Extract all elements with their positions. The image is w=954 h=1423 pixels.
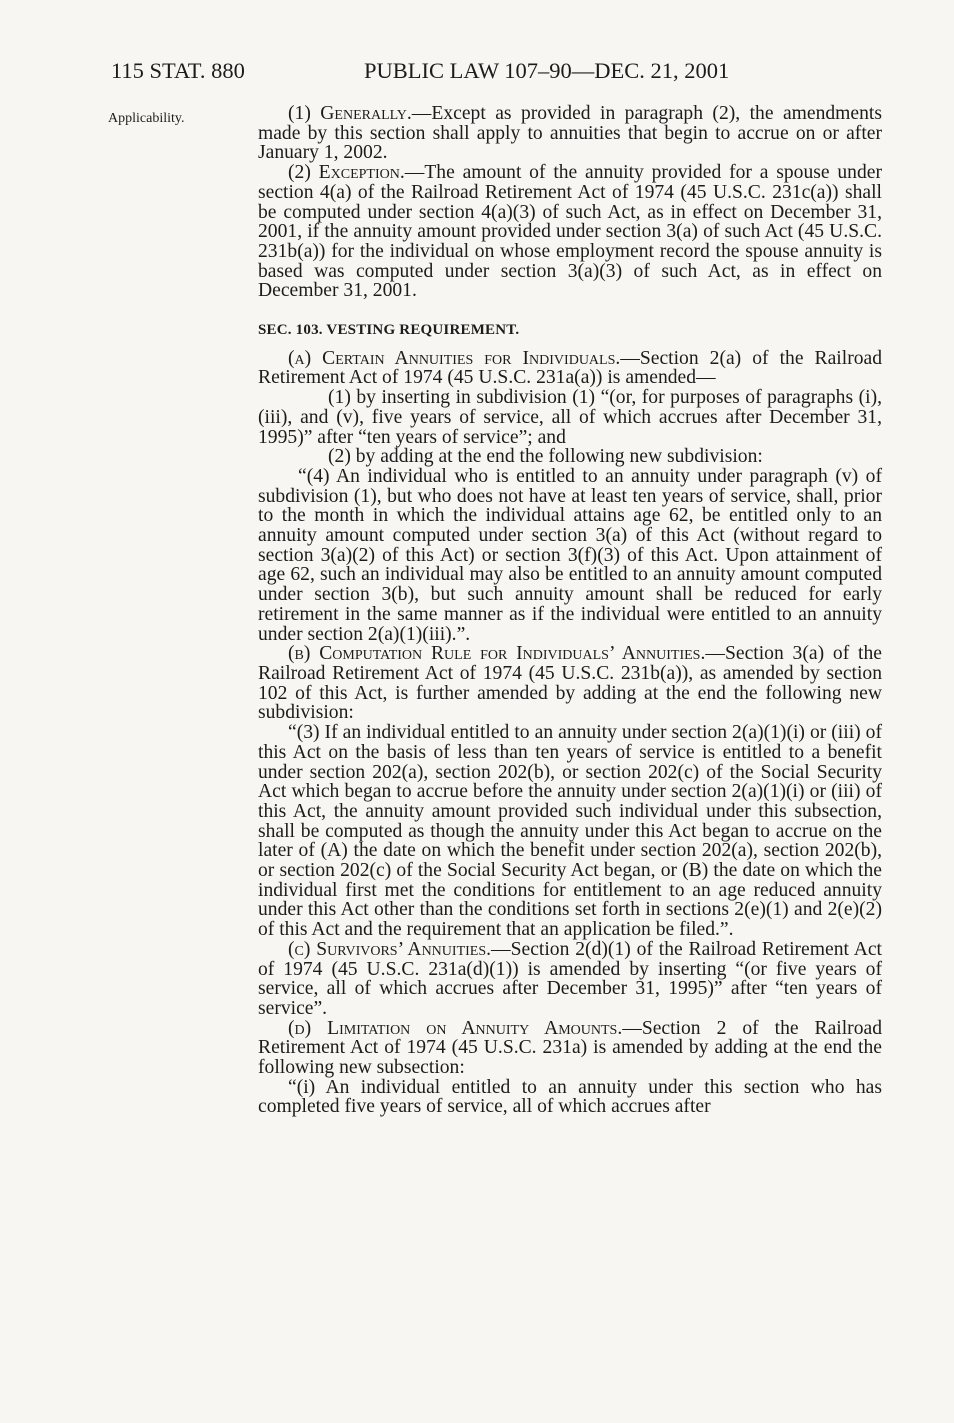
page-reference: 115 STAT. 880 xyxy=(111,58,245,83)
paragraph-heading: (c) Survivors’ Annuities. xyxy=(288,938,492,960)
law-reference: PUBLIC LAW 107–90—DEC. 21, 2001 xyxy=(364,58,730,83)
paragraph-heading: (2) Exception. xyxy=(288,162,405,184)
paragraph-text: —Section 2(a) of the Railroad Retirement Act of 1974 (45 U.S.C. 231a(a)) is amended— xyxy=(258,347,883,389)
paragraph-heading: (b) Computation Rule for Individuals’ Annuities. xyxy=(288,643,706,665)
subsection-c xyxy=(258,940,882,1019)
subsection-d xyxy=(258,1019,882,1078)
paragraph-heading: (1) Generally. xyxy=(288,103,412,124)
paragraph-text: —Section 2 of the Railroad Retirement Act of 1974 (45 U.S.C. 231a) is amended by adding at the end the following new subsection: xyxy=(258,1017,882,1079)
paragraph-text: —Section 2(d)(1) of the Railroad Retirement Act of 1974 (45 U.S.C. 231a(d)(1)) is amended by inserting “(or five years of service, all of which accrues after December 31, 1995)” after “ten years of service”. xyxy=(258,938,882,1019)
paragraph-heading: (a) Certain Annuities for Individuals. xyxy=(288,347,621,369)
paragraph-heading: (d) Limitation on Annuity Amounts. xyxy=(288,1017,623,1039)
paragraph-1 xyxy=(258,104,882,163)
quoted-text-a: “(4) An individual who is entitled to an annuity under paragraph (v) of subdivision (1), but who does not have at least ten years of service, shall, prior to the month in which the individual attains age 62, be entitled only to an annuity amount computed under section 3(a) of this Act (without regard to section 3(a)(2) of this Act) or section 3(f)(3) of this Act. Upon attainment of age 62, such an individual may also be entitled to an annuity amount computed under section 3(b), but such annuity amount shall be reduced for early retirement in the same manner as if the individual were entitled to an annuity under section 2(a)(1)(iii).”. xyxy=(258,465,882,645)
quoted-text-b: “(3) If an individual entitled to an annuity under section 2(a)(1)(i) or (iii) of this Act on the basis of less than ten years of service is entitled to a benefit under section 202(a), section 202(b), or section 202(c) of the Social Security Act which began to accrue before the annuity under section 2(a)(1)(i) or (iii) of this Act, the annuity amount provided such individual under this subsection, shall be computed as though the annuity under this Act began to accrue on the later of (A) the date on which the benefit under section 202(a), section 202(b), or section 202(c) of the Social Security Act began, or (B) the date on which the individual first met the conditions for entitlement to an age reduced annuity under this Act other than the conditions set forth in sections 2(e)(1) and 2(e)(2) of this Act and the requirement that an application be filed.”. xyxy=(258,722,882,941)
margin-note: Applicability. xyxy=(108,111,185,126)
subsection-a-2: (2) by adding at the end the following new subdivision: xyxy=(328,446,763,468)
section-heading: SEC. 103. VESTING REQUIREMENT. xyxy=(258,322,520,339)
running-header xyxy=(111,58,871,88)
body-text xyxy=(258,104,882,1117)
subsection-b xyxy=(258,644,882,723)
paragraph-text: —Section 3(a) of the Railroad Retirement Act of 1974 (45 U.S.C. 231b(a)), as amended by section 102 of this Act, is further amended by adding at the end the following new subdivision: xyxy=(258,643,882,724)
paragraph-2 xyxy=(258,163,882,301)
quoted-text-d: “(i) An individual entitled to an annuity under this section who has completed five years of service, all of which accrues after xyxy=(258,1076,882,1118)
subsection-a xyxy=(258,349,882,388)
paragraph-text: —The amount of the annuity provided for a spouse under section 4(a) of the Railroad Retirement Act of 1974 (45 U.S.C. 231c(a)) shall be computed under section 4(a)(3) of such Act, as in effect on December 31, 2001, if the annuity amount provided under section 3(a) of such Act (45 U.S.C. 231b(a)) for the individual on whose employment record the spouse annuity is based was computed under section 3(a)(3) of such Act, as in effect on December 31, 2001. xyxy=(258,162,882,302)
subsection-a-1: (1) by inserting in subdivision (1) “(or, for purposes of paragraphs (i), (iii), and (v), five years of service, all of which accrues after December 31, 1995)” after “ten years of service”; and xyxy=(258,387,882,448)
paragraph-text: —Except as provided in paragraph (2), the amendments made by this section shall apply to annuities that begin to accrue on or after January 1, 2002. xyxy=(258,103,882,164)
